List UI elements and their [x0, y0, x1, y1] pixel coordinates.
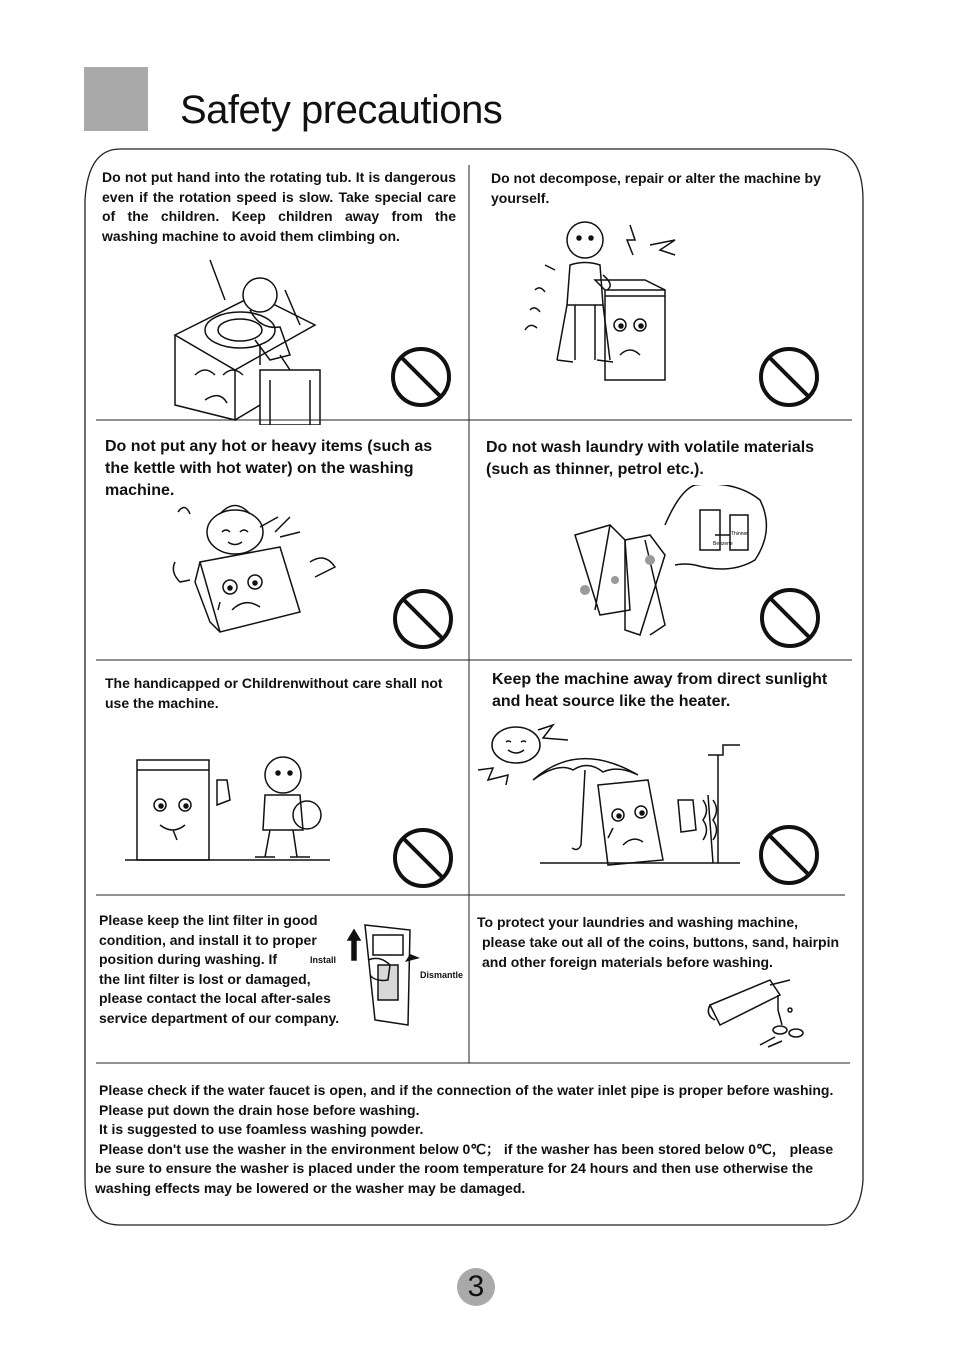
- page-number: 3: [457, 1268, 495, 1306]
- warning-sunlight: Keep the machine away from direct sunlight and heat source like the heater.: [492, 671, 828, 710]
- sunlight-heater-illustration: [478, 720, 743, 870]
- install-label: Install: [310, 955, 337, 965]
- warning-volatile: Do not wash laundry with volatile materials (such as thinner, petrol etc.).: [486, 439, 815, 478]
- prohibited-icon: [389, 345, 453, 409]
- volatile-clothes-illustration: [555, 485, 770, 640]
- man-repairing-washer-illustration: [515, 210, 685, 395]
- protect-line: and other foreign materials before washing.: [482, 954, 773, 970]
- benzene-bottle-label: Benzene: [713, 541, 733, 547]
- lint-line: position during washing. If: [99, 951, 278, 968]
- child-and-washer-illustration: [125, 745, 335, 870]
- lint-line: please contact the local after-sales: [99, 990, 331, 1007]
- lint-line: the lint filter is lost or damaged,: [99, 970, 311, 987]
- note-line: Please put down the drain hose before washing.: [99, 1101, 420, 1118]
- protect-line: please take out all of the coins, buttons, sand, hairpin: [482, 934, 840, 950]
- lint-line: Please keep the lint filter in good: [99, 912, 318, 928]
- prohibited-icon: [391, 587, 455, 651]
- note-line: be sure to ensure the washer is placed under the room temperature for 24 hours and then use otherwise the: [95, 1160, 814, 1177]
- warning-handicapped: The handicapped or Childrenwithout care shall not use the machine.: [105, 675, 443, 711]
- lint-filter-illustration: [340, 920, 420, 1030]
- lint-line: condition, and install it to proper: [99, 931, 317, 948]
- protect-text: [477, 912, 847, 972]
- lint-filter-text: [99, 911, 359, 1029]
- pocket-coins-illustration: [700, 975, 815, 1055]
- general-notes: [95, 1081, 855, 1199]
- note-line: It is suggested to use foamless washing powder.: [99, 1121, 424, 1138]
- page-title: Safety precautions: [180, 88, 503, 132]
- warning-rotating-tub: Do not put hand into the rotating tub. It is dangerous even if the rotation speed is slow. Take special care of the children. Keep children away from the washing machine to avoid them climbing on.: [102, 169, 456, 244]
- note-line: Please don't use the washer in the environment below 0℃； if the washer has been stored below 0℃， please: [99, 1140, 834, 1157]
- thinner-bottle-label: Thinner: [731, 531, 748, 537]
- warning-decompose: Do not decompose, repair or alter the machine by yourself.: [491, 170, 821, 206]
- note-line: washing effects may be lowered or the washer may be damaged.: [95, 1179, 526, 1196]
- prohibited-icon: [757, 345, 821, 409]
- dismantle-label: Dismantle: [420, 970, 464, 980]
- prohibited-icon: [757, 823, 821, 887]
- prohibited-icon: [391, 826, 455, 890]
- child-on-washer-illustration: [165, 255, 330, 425]
- lint-line: service department of our company.: [99, 1009, 340, 1026]
- warning-hot-items: Do not put any hot or heavy items (such as the kettle with hot water) on the washing machine.: [105, 438, 433, 499]
- kettle-on-washer-illustration: [160, 492, 345, 642]
- protect-line: To protect your laundries and washing machine,: [477, 914, 799, 930]
- note-line: Please check if the water faucet is open, and if the connection of the water inlet pipe is proper before washing.: [99, 1082, 834, 1098]
